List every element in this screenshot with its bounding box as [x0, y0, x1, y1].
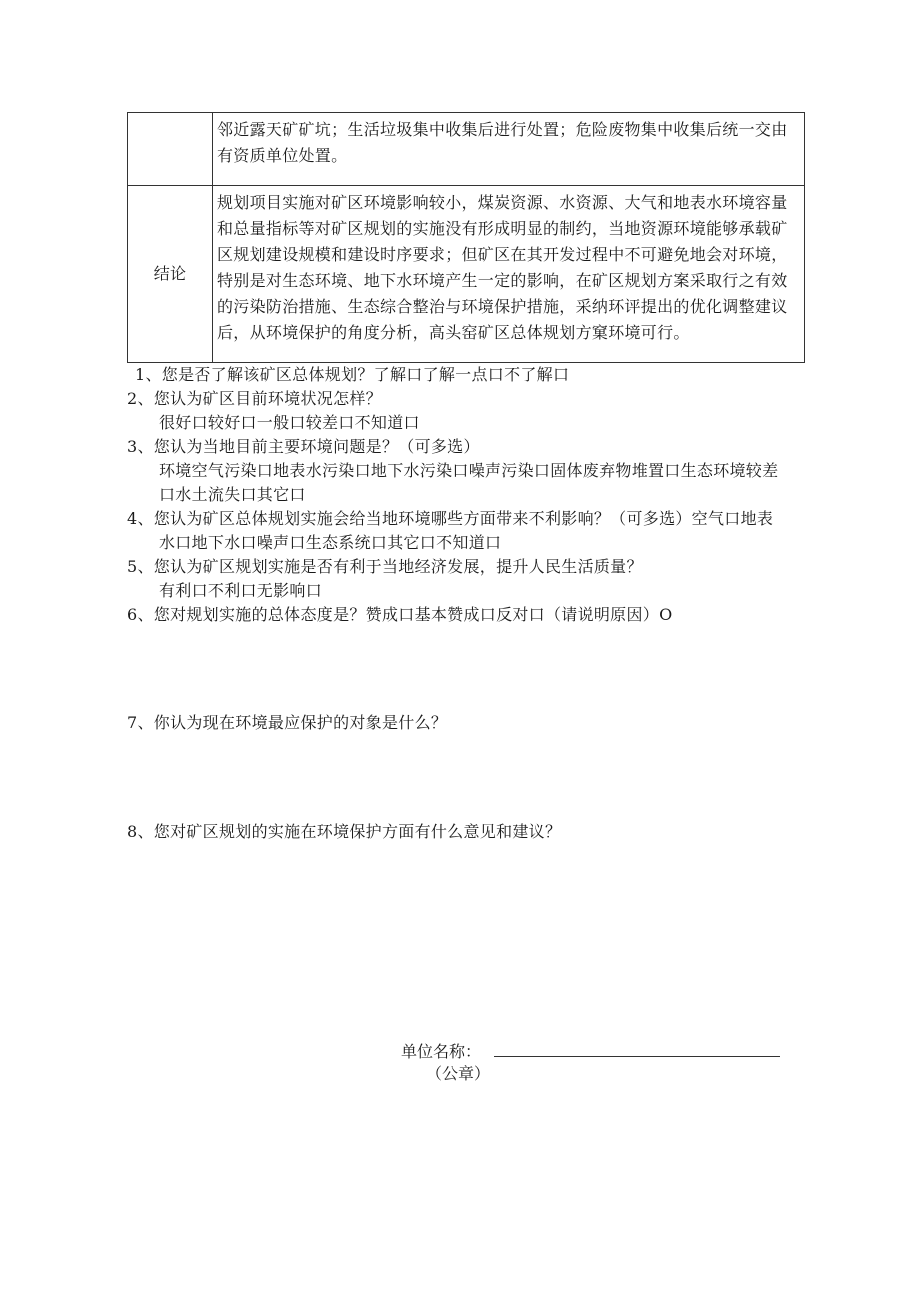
question-5-options: 有利口不利口无影响口 [159, 581, 323, 600]
conclusion-label: 结论 [128, 186, 213, 363]
row-label-empty [128, 113, 213, 186]
question-1: 1、您是否了解该矿区总体规划？了解口了解一点口不了解口 [135, 365, 570, 384]
unit-name-line [494, 1056, 780, 1057]
conclusion-table [127, 112, 805, 363]
unit-name-label: 单位名称： [401, 1042, 482, 1061]
table-row [128, 186, 805, 363]
question-2-options: 很好口较好口一般口较差口不知道口 [159, 413, 420, 432]
question-4: 4、您认为矿区总体规划实施会给当地环境哪些方面带来不利影响？（可多选）空气口地表 [127, 509, 774, 528]
waste-disposal-text: 邻近露天矿矿坑；生活垃圾集中收集后进行处置；危险废物集中收集后统一交由有资质单位处置。 [213, 113, 805, 186]
conclusion-text: 规划项目实施对矿区环境影响较小，煤炭资源、水资源、大气和地表水环境容量和总量指标等对矿区规划的实施没有形成明显的制约，当地资源环境能够承载矿区规划建设规模和建设时序要求；但矿区在其开发过程中不可避免地会对环境，特别是对生态环境、地下水环境产生一定的影响，在矿区规划方案采取行之有效的污染防治措施、生态综合整治与环境保护措施，采纳环评提出的优化调整建议后，从环境保护的角度分析，高头窑矿区总体规划方窠环境可行。 [213, 186, 805, 363]
question-3-options: 环境空气污染口地表水污染口地下水污染口噪声污染口固体废弃物堆置口生态环境较差 [159, 461, 779, 480]
table-row [128, 113, 805, 186]
question-2: 2、您认为矿区目前环境状况怎样？ [127, 389, 382, 408]
official-seal-label: （公章） [426, 1064, 491, 1083]
question-6: 6、您对规划实施的总体态度是？赞成口基本赞成口反对口（请说明原因）O [127, 605, 673, 624]
question-8: 8、您对矿区规划的实施在环境保护方面有什么意见和建议？ [127, 822, 562, 841]
question-3-options-cont: 口水土流失口其它口 [159, 485, 306, 504]
question-4-cont: 水口地下水口噪声口生态系统口其它口不知道口 [159, 533, 502, 552]
question-3: 3、您认为当地目前主要环境问题是？（可多选） [127, 437, 480, 456]
question-5: 5、您认为矿区规划实施是否有利于当地经济发展，提升人民生活质量？ [127, 557, 643, 576]
question-7: 7、你认为现在环境最应保护的对象是什么？ [127, 713, 448, 732]
